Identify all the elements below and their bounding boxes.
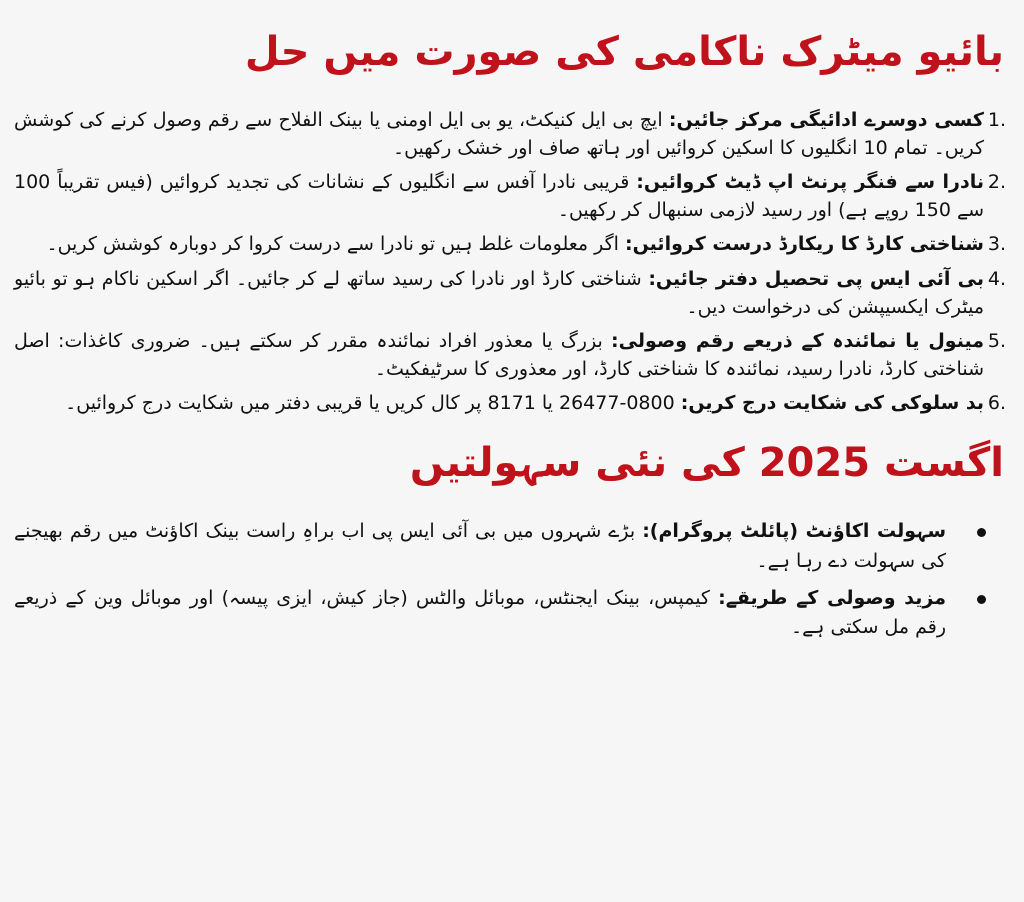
item-lead: بد سلوکی کی شکایت درج کریں: [680, 391, 984, 414]
bullet-icon [977, 528, 986, 537]
item-number: 4. [987, 267, 1006, 290]
solutions-list [14, 106, 1006, 417]
item-lead: مزید وصولی کے طریقے: [718, 586, 946, 609]
item-lead: سہولت اکاؤنٹ (پائلٹ پروگرام): [642, 520, 946, 543]
item-lead: بی آئی ایس پی تحصیل دفتر جائیں: [648, 267, 984, 290]
solution-item-6 [14, 389, 1006, 417]
item-lead: مینول یا نمائندہ کے ذریعے رقم وصولی: [611, 329, 984, 352]
item-text: کیمپس، بینک ایجنٹس، موبائل والٹس (جاز کیش، ایزی پیسہ) اور موبائل وین کے ذریعے رقم مل سکتی ہے۔ [14, 586, 946, 639]
section-title-new-facilities: اگست 2025 کی نئی سہولتیں [409, 440, 1004, 487]
item-text: قریبی نادرا آفس سے انگلیوں کے نشانات کی تجدید کروائیں (فیس تقریباً 100 سے 150 روپے ہے) اور رسید لازمی سنبھال کر رکھیں۔ [14, 171, 984, 222]
item-number: 5. [987, 329, 1006, 352]
item-text: 0800-26477 یا 8171 پر کال کریں یا قریبی دفتر میں شکایت درج کروائیں۔ [65, 391, 681, 414]
section-title-biometric-failure: بائیو میٹرک ناکامی کی صورت میں حل [244, 29, 1004, 75]
item-text: بزرگ یا معذور افراد نمائندہ مقرر کر سکتے ہیں۔ ضروری کاغذات: اصل شناختی کارڈ، نادرا رسید، نمائندہ کا شناختی کارڈ، اور معذوری کا سرٹیفکیٹ۔ [14, 329, 984, 380]
item-number: 3. [987, 233, 1006, 256]
item-text: اگر معلومات غلط ہیں تو نادرا سے درست کروا کر دوبارہ کوشش کریں۔ [46, 233, 625, 256]
item-lead: نادرا سے فنگر پرنٹ اپ ڈیٹ کروائیں: [636, 171, 984, 194]
bullet-icon [977, 595, 986, 604]
facility-item-2 [14, 584, 1006, 643]
solution-item-1 [14, 106, 1006, 162]
facility-item-1 [14, 517, 1006, 576]
solution-item-2 [14, 168, 1006, 224]
solution-item-5 [14, 327, 1006, 383]
solution-item-3 [14, 230, 1006, 258]
item-lead: کسی دوسرے ادائیگی مرکز جائیں: [668, 109, 984, 131]
item-number: 1. [987, 109, 1006, 131]
item-text: شناختی کارڈ اور نادرا کی رسید ساتھ لے کر جائیں۔ اگر اسکین ناکام ہو تو بائیو میٹرک ایکسیپشن کی درخواست دیں۔ [14, 267, 984, 318]
item-number: 6. [987, 391, 1006, 414]
facilities-list [14, 517, 1006, 643]
item-number: 2. [987, 171, 1006, 194]
item-text: بڑے شہروں میں بی آئی ایس پی اب براہِ راست بینک اکاؤنٹ میں رقم بھیجنے کی سہولت دے رہا ہے۔ [14, 520, 946, 572]
solution-item-4 [14, 265, 1006, 321]
item-lead: شناختی کارڈ کا ریکارڈ درست کروائیں: [624, 233, 984, 256]
item-text: ایچ بی ایل کنیکٹ، یو بی ایل اومنی یا بینک الفلاح سے رقم وصول کرنے کی کوشش کریں۔ تمام 10 انگلیوں کا اسکین کروائیں اور ہاتھ صاف اور خشک رکھیں۔ [14, 109, 984, 160]
